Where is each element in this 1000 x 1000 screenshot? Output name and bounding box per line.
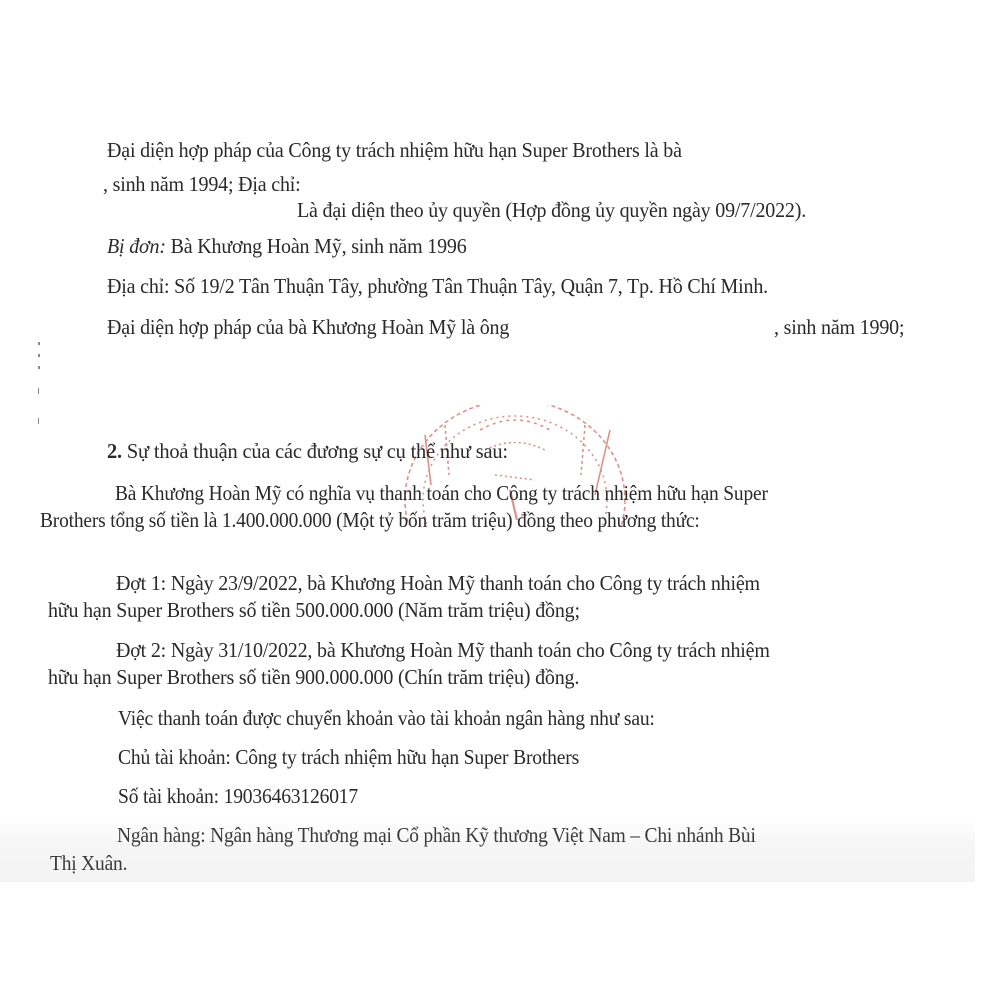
representative-line-2: , sinh năm 1994; Địa chỉ:: [103, 172, 301, 196]
installment-1-line-1: Đợt 1: Ngày 23/9/2022, bà Khương Hoàn Mỹ thanh toán cho Công ty trách nhiệm: [116, 571, 760, 595]
bank-line-1: Ngân hàng: Ngân hàng Thương mại Cổ phần Kỹ thương Việt Nam – Chi nhánh Bùi: [117, 823, 756, 847]
defendant-value: Bà Khương Hoàn Mỹ, sinh năm 1996: [165, 234, 467, 258]
obligation-line-1: Bà Khương Hoàn Mỹ có nghĩa vụ thanh toán cho Công ty trách nhiệm hữu hạn Super: [115, 481, 768, 505]
installment-2-line-2: hữu hạn Super Brothers số tiền 900.000.000 (Chín trăm triệu) đồng.: [48, 665, 580, 689]
account-holder-line: Chủ tài khoản: Công ty trách nhiệm hữu hạn Super Brothers: [118, 745, 580, 769]
installment-1-line-2: hữu hạn Super Brothers số tiền 500.000.000 (Năm trăm triệu) đồng;: [48, 598, 580, 622]
account-number-line: Số tài khoản: 19036463126017: [118, 784, 359, 808]
defendant-representative-line-b: , sinh năm 1990;: [774, 315, 905, 339]
installment-2-line-1: Đợt 2: Ngày 31/10/2022, bà Khương Hoàn Mỹ thanh toán cho Công ty trách nhiệm: [116, 638, 770, 662]
section-heading-text: Sự thoả thuận của các đương sự cụ thể như sau:: [121, 439, 508, 463]
defendant-label: Bị đơn:: [107, 234, 166, 258]
defendant-representative-line-a: Đại diện hợp pháp của bà Khương Hoàn Mỹ là ông: [107, 315, 510, 339]
margin-scan-marks: [38, 340, 42, 430]
bank-line-2: Thị Xuân.: [50, 851, 128, 875]
section-heading-number: 2.: [107, 439, 122, 463]
authorized-representative-line: Là đại diện theo ủy quyền (Hợp đồng ủy quyền ngày 09/7/2022).: [297, 198, 807, 222]
obligation-line-2: Brothers tổng số tiền là 1.400.000.000 (Một tỷ bốn trăm triệu) đồng theo phương thức:: [40, 508, 700, 532]
section-heading: [107, 438, 508, 464]
representative-line-1: Đại diện hợp pháp của Công ty trách nhiệm hữu hạn Super Brothers là bà: [107, 138, 682, 162]
payment-method-line: Việc thanh toán được chuyển khoản vào tài khoản ngân hàng như sau:: [118, 706, 655, 730]
defendant-address-line: Địa chỉ: Số 19/2 Tân Thuận Tây, phường Tân Thuận Tây, Quận 7, Tp. Hồ Chí Minh.: [107, 274, 768, 298]
defendant-line: [107, 233, 467, 259]
